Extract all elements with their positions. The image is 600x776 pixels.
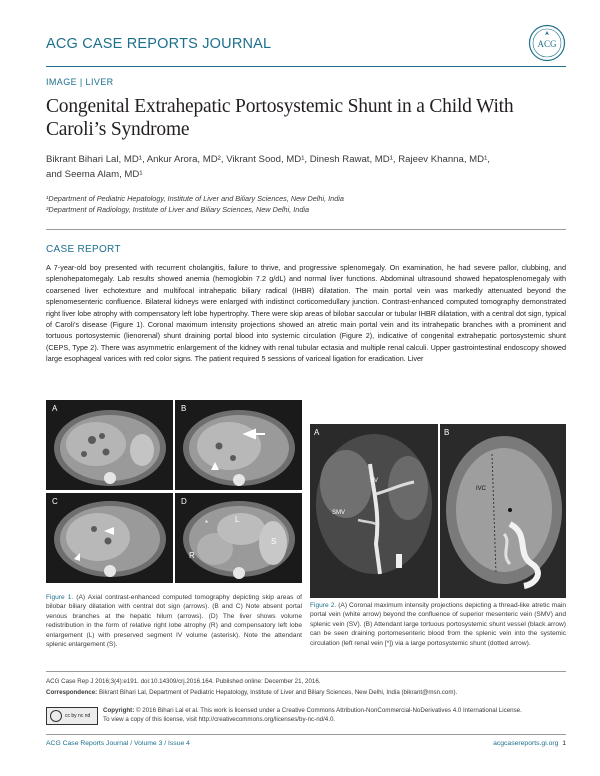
case-report-heading: CASE REPORT	[46, 244, 121, 255]
section-label: IMAGE | LIVER	[46, 77, 114, 87]
page-number: 1	[562, 740, 566, 747]
figure1-panel-b	[175, 400, 302, 490]
figure1-letter-d: D	[181, 497, 187, 506]
license-line-1: © 2016 Bihari Lal et al. This work is licensed under a Creative Commons Attribution-NonCommercial-NoDerivatives 4.0 International License.	[134, 707, 522, 714]
figure2-letter-b: B	[444, 428, 450, 437]
cc-license-badge[interactable]	[46, 707, 98, 725]
correspondence-text: Bikrant Bihari Lal, Department of Pediatric Hepatology, Institute of Liver and Biliary Sciences, New Delhi, India (bikrant@msn.com).	[97, 689, 458, 696]
authors-line-1: Bikrant Bihari Lal, MD¹, Ankur Arora, MD², Vikrant Sood, MD¹, Dinesh Rawat, MD¹, Rajeev Khanna, MD¹,	[46, 154, 490, 165]
case-report-body: A 7-year-old boy presented with recurrent cholangitis, failure to thrive, and progressive splenomegaly. On examination, he had severe pallor, clubbing, and splenohepatomegaly. Lab results showed anemia (hemoglobin 7.2 g/dL) and normal liver functions. Abdominal ultrasound showed hepatosplenomegaly with coarsened liver echotexture and multifocal intrahepatic biliary radical (IHBR) dilatation. The main portal vein was markedly attenuated beyond the splenomesenteric confluence. Bilateral kidneys were enlarged with indistinct corticomedullary junction. Contrast-enhanced computed tomography demonstrated right liver lobe atrophy with compensatory left lobe hypertrophy. There were skip areas of bilobar saccular or tubular IHBR dilatation, with a central dot sign, typical of Caroli’s disease (Figure 1). Coronal maximum intensity projections showed an atretic main portal vein and its intrahepatic branches with a prominent and tortuous portosystemic (lienorenal) shunt draining portal blood into systemic circulation (Figure 2), indicative of congenital extrahepatic portosystemic shunt (CEPS, Type 2). There was asymmetric enlargement of the kidney with renal tubular ectasia and multiple renal calculi. Upper gastrointestinal endoscopy showed large esophageal varices with red color signs. The patient required 5 sessions of variceal ligation for eradication. Liver	[46, 263, 566, 364]
figure2-letter-a: A	[314, 428, 320, 437]
figure1-letter-b: B	[181, 404, 187, 413]
affiliation-1: ¹Department of Pediatric Hepatology, Institute of Liver and Biliary Sciences, New Delhi, India	[46, 194, 344, 203]
page-footer-right	[493, 740, 566, 747]
figure1-caption	[46, 593, 302, 649]
acg-logo-text: ACG	[537, 39, 557, 49]
license-text	[103, 706, 563, 724]
copyright-label: Copyright:	[103, 707, 135, 714]
acg-seal-icon	[528, 24, 566, 62]
figure2-caption	[310, 601, 566, 648]
figure1-caption-text: (A) Axial contrast-enhanced computed tomography depicting skip areas of bilobar biliary dilatation with central dot sign (arrows). (B and C) Note absent portal venous branches at the hepatic hilum (arrows). (D) The liver shows volume redistribution in the form of relative right lobe atrophy (R) and compensatory left lobe enlargement (L) with preserved segment IV volume (asterisk). Note the attendant splenic enlargement (S).	[46, 594, 302, 649]
figure2-panel-b	[440, 424, 566, 598]
website-link[interactable]: acgcasereports.gi.org	[493, 740, 559, 747]
figure1-r-label: R	[189, 551, 195, 560]
figure1-letter-a: A	[52, 404, 58, 413]
figure1-asterisk-label: *	[205, 519, 209, 528]
correspondence	[46, 688, 457, 697]
header-divider	[46, 66, 566, 67]
figure2-smv-label: SMV	[332, 510, 346, 516]
figure2-caption-text: (A) Coronal maximum intensity projections depicting a thread-like atretic main portal vein (white arrow) beyond the confluence of superior mesenteric vein (SMV) and splenic vein (SV). (B) Attendant large tortuous portosystemic shunt vessel (black arrow) can be seen draining portomesenteric blood from the splenic vein into the systemic circulation (left renal vein [*]) via a large portosystemic shunt (dotted arrow).	[310, 602, 566, 647]
page-footer-divider	[46, 734, 566, 735]
cc-icon	[50, 710, 62, 722]
figure1-panel-d	[175, 493, 302, 583]
figure1-panel-a	[46, 400, 173, 490]
figure2-caption-label: Figure 2.	[310, 602, 337, 609]
journal-issue: ACG Case Reports Journal / Volume 3 / Issue 4	[46, 740, 190, 747]
figure2-sv-label: SV	[370, 478, 379, 484]
affiliation-divider	[46, 229, 566, 230]
figure1-l-label: L	[235, 515, 240, 524]
citation: ACG Case Rep J 2016;3(4):e191. doi:10.14309/crj.2016.164. Published online: December 21, 2016.	[46, 678, 321, 685]
figure1-caption-label: Figure 1.	[46, 594, 74, 601]
authors-line-2: and Seema Alam, MD¹	[46, 169, 143, 180]
figure1-letter-c: C	[52, 497, 58, 506]
license-line-2: To view a copy of this license, visit http://creativecommons.org/licenses/by-nc-nd/4.0.	[103, 716, 336, 723]
affiliation-2: ²Department of Radiology, Institute of Liver and Biliary Sciences, New Delhi, India	[46, 205, 310, 214]
author-list	[46, 152, 566, 182]
affiliations	[46, 193, 566, 215]
cc-badge-text: cc by nc nd	[65, 713, 91, 719]
figure1-s-label: S	[271, 537, 277, 546]
figure1-panel-c	[46, 493, 173, 583]
figure2-ivc-label: IVC	[476, 486, 487, 492]
correspondence-label: Correspondence:	[46, 689, 98, 696]
journal-title: ACG CASE REPORTS JOURNAL	[46, 36, 272, 52]
article-title: Congenital Extrahepatic Portosystemic Shunt in a Child With Caroli’s Syndrome	[46, 96, 514, 140]
acg-logo	[528, 24, 566, 62]
footer-divider	[46, 671, 566, 672]
figure2-panel-a	[310, 424, 438, 598]
